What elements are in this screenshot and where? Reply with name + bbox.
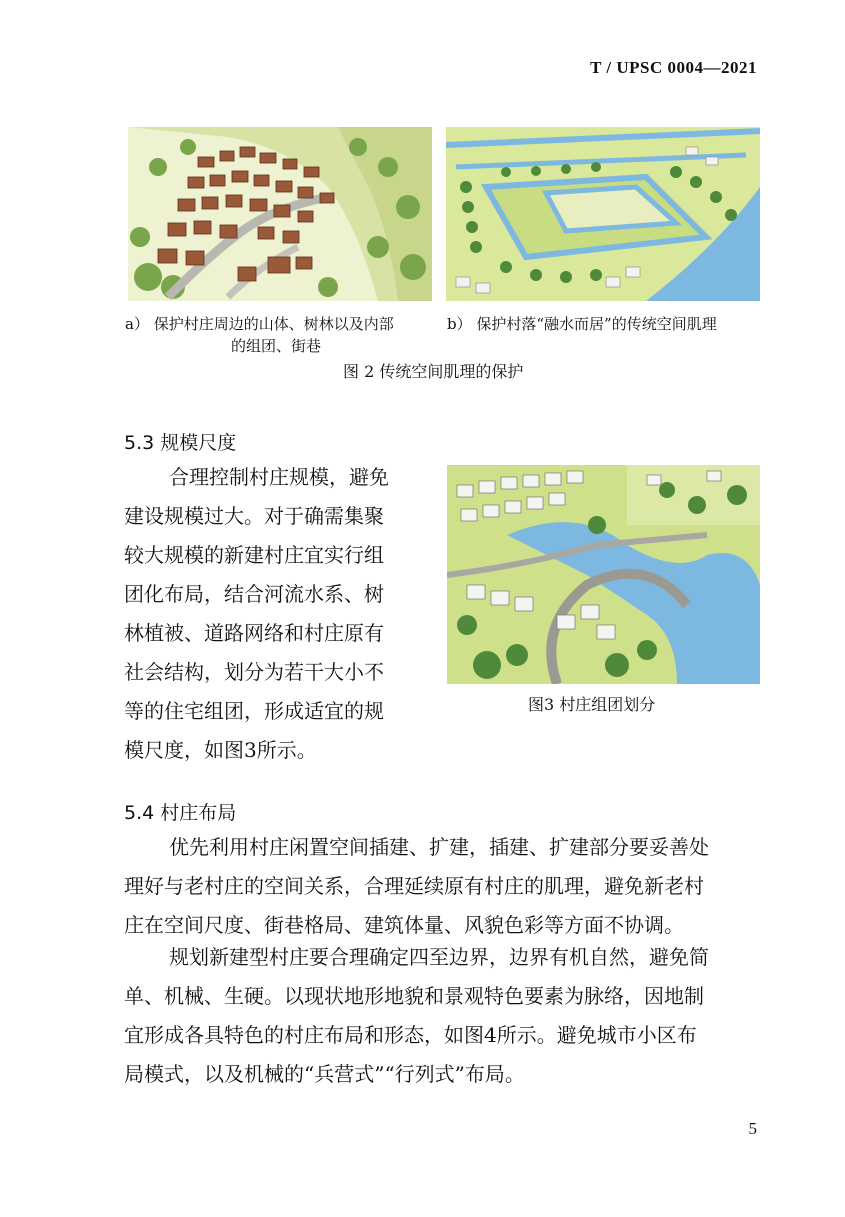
section-5-4-para2-line: 宜形成各具特色的村庄布局和形态，如图4所示。避免城市小区布 bbox=[124, 1023, 697, 1047]
figure-2b-water-village-illustration bbox=[446, 127, 760, 301]
section-5-3-paragraph bbox=[124, 458, 424, 770]
section-5-4-paragraph-2 bbox=[124, 938, 760, 1094]
section-5-3-line: 社会结构，划分为若干大小不 bbox=[124, 660, 384, 684]
figure-2b-caption: b） 保护村落“融水而居”的传统空间肌理 bbox=[447, 315, 717, 333]
section-5-3-line: 等的住宅组团，形成适宜的规 bbox=[124, 699, 384, 723]
section-5-4-para2-line: 单、机械、生硬。以现状地形地貌和景观特色要素为脉络，因地制 bbox=[124, 984, 704, 1008]
section-5-3-heading: 5.3 规模尺度 bbox=[124, 432, 237, 454]
page-number: 5 bbox=[748, 1119, 757, 1138]
figure-2a-village-illustration bbox=[128, 127, 432, 301]
figure-3-caption: 图3 村庄组团划分 bbox=[528, 695, 656, 714]
section-5-4-para1-line: 优先利用村庄闲置空间插建、扩建，插建、扩建部分要妥善处 bbox=[169, 835, 709, 859]
section-5-4-para1-line: 理好与老村庄的空间关系，合理延续原有村庄的肌理，避免新老村 bbox=[124, 874, 704, 898]
figure-2a-caption-line-2: 的组团、街巷 bbox=[231, 337, 322, 355]
section-5-4-para2-line: 局模式，以及机械的“兵营式”“行列式”布局。 bbox=[124, 1062, 525, 1086]
section-5-4-heading: 5.4 村庄布局 bbox=[124, 802, 237, 824]
section-5-4-paragraph-1 bbox=[124, 828, 760, 945]
section-5-3-line: 林植被、道路网络和村庄原有 bbox=[124, 621, 384, 645]
document-code: T / UPSC 0004—2021 bbox=[590, 58, 757, 77]
section-5-3-line: 较大规模的新建村庄宜实行组 bbox=[124, 543, 384, 567]
section-5-4-para1-line: 庄在空间尺度、街巷格局、建筑体量、风貌色彩等方面不协调。 bbox=[124, 913, 684, 937]
section-5-3-line: 建设规模过大。对于确需集聚 bbox=[124, 504, 384, 528]
figure-2a-caption-line-1: a） 保护村庄周边的山体、树林以及内部 bbox=[125, 315, 394, 333]
figure-2-title: 图 2 传统空间肌理的保护 bbox=[343, 362, 524, 381]
section-5-3-line: 合理控制村庄规模，避免 bbox=[169, 465, 389, 489]
section-5-3-line: 模尺度，如图3所示。 bbox=[124, 738, 317, 762]
figure-3-village-cluster-illustration bbox=[447, 465, 760, 684]
section-5-3-line: 团化布局，结合河流水系、树 bbox=[124, 582, 384, 606]
section-5-4-para2-line: 规划新建型村庄要合理确定四至边界，边界有机自然，避免简 bbox=[169, 945, 709, 969]
